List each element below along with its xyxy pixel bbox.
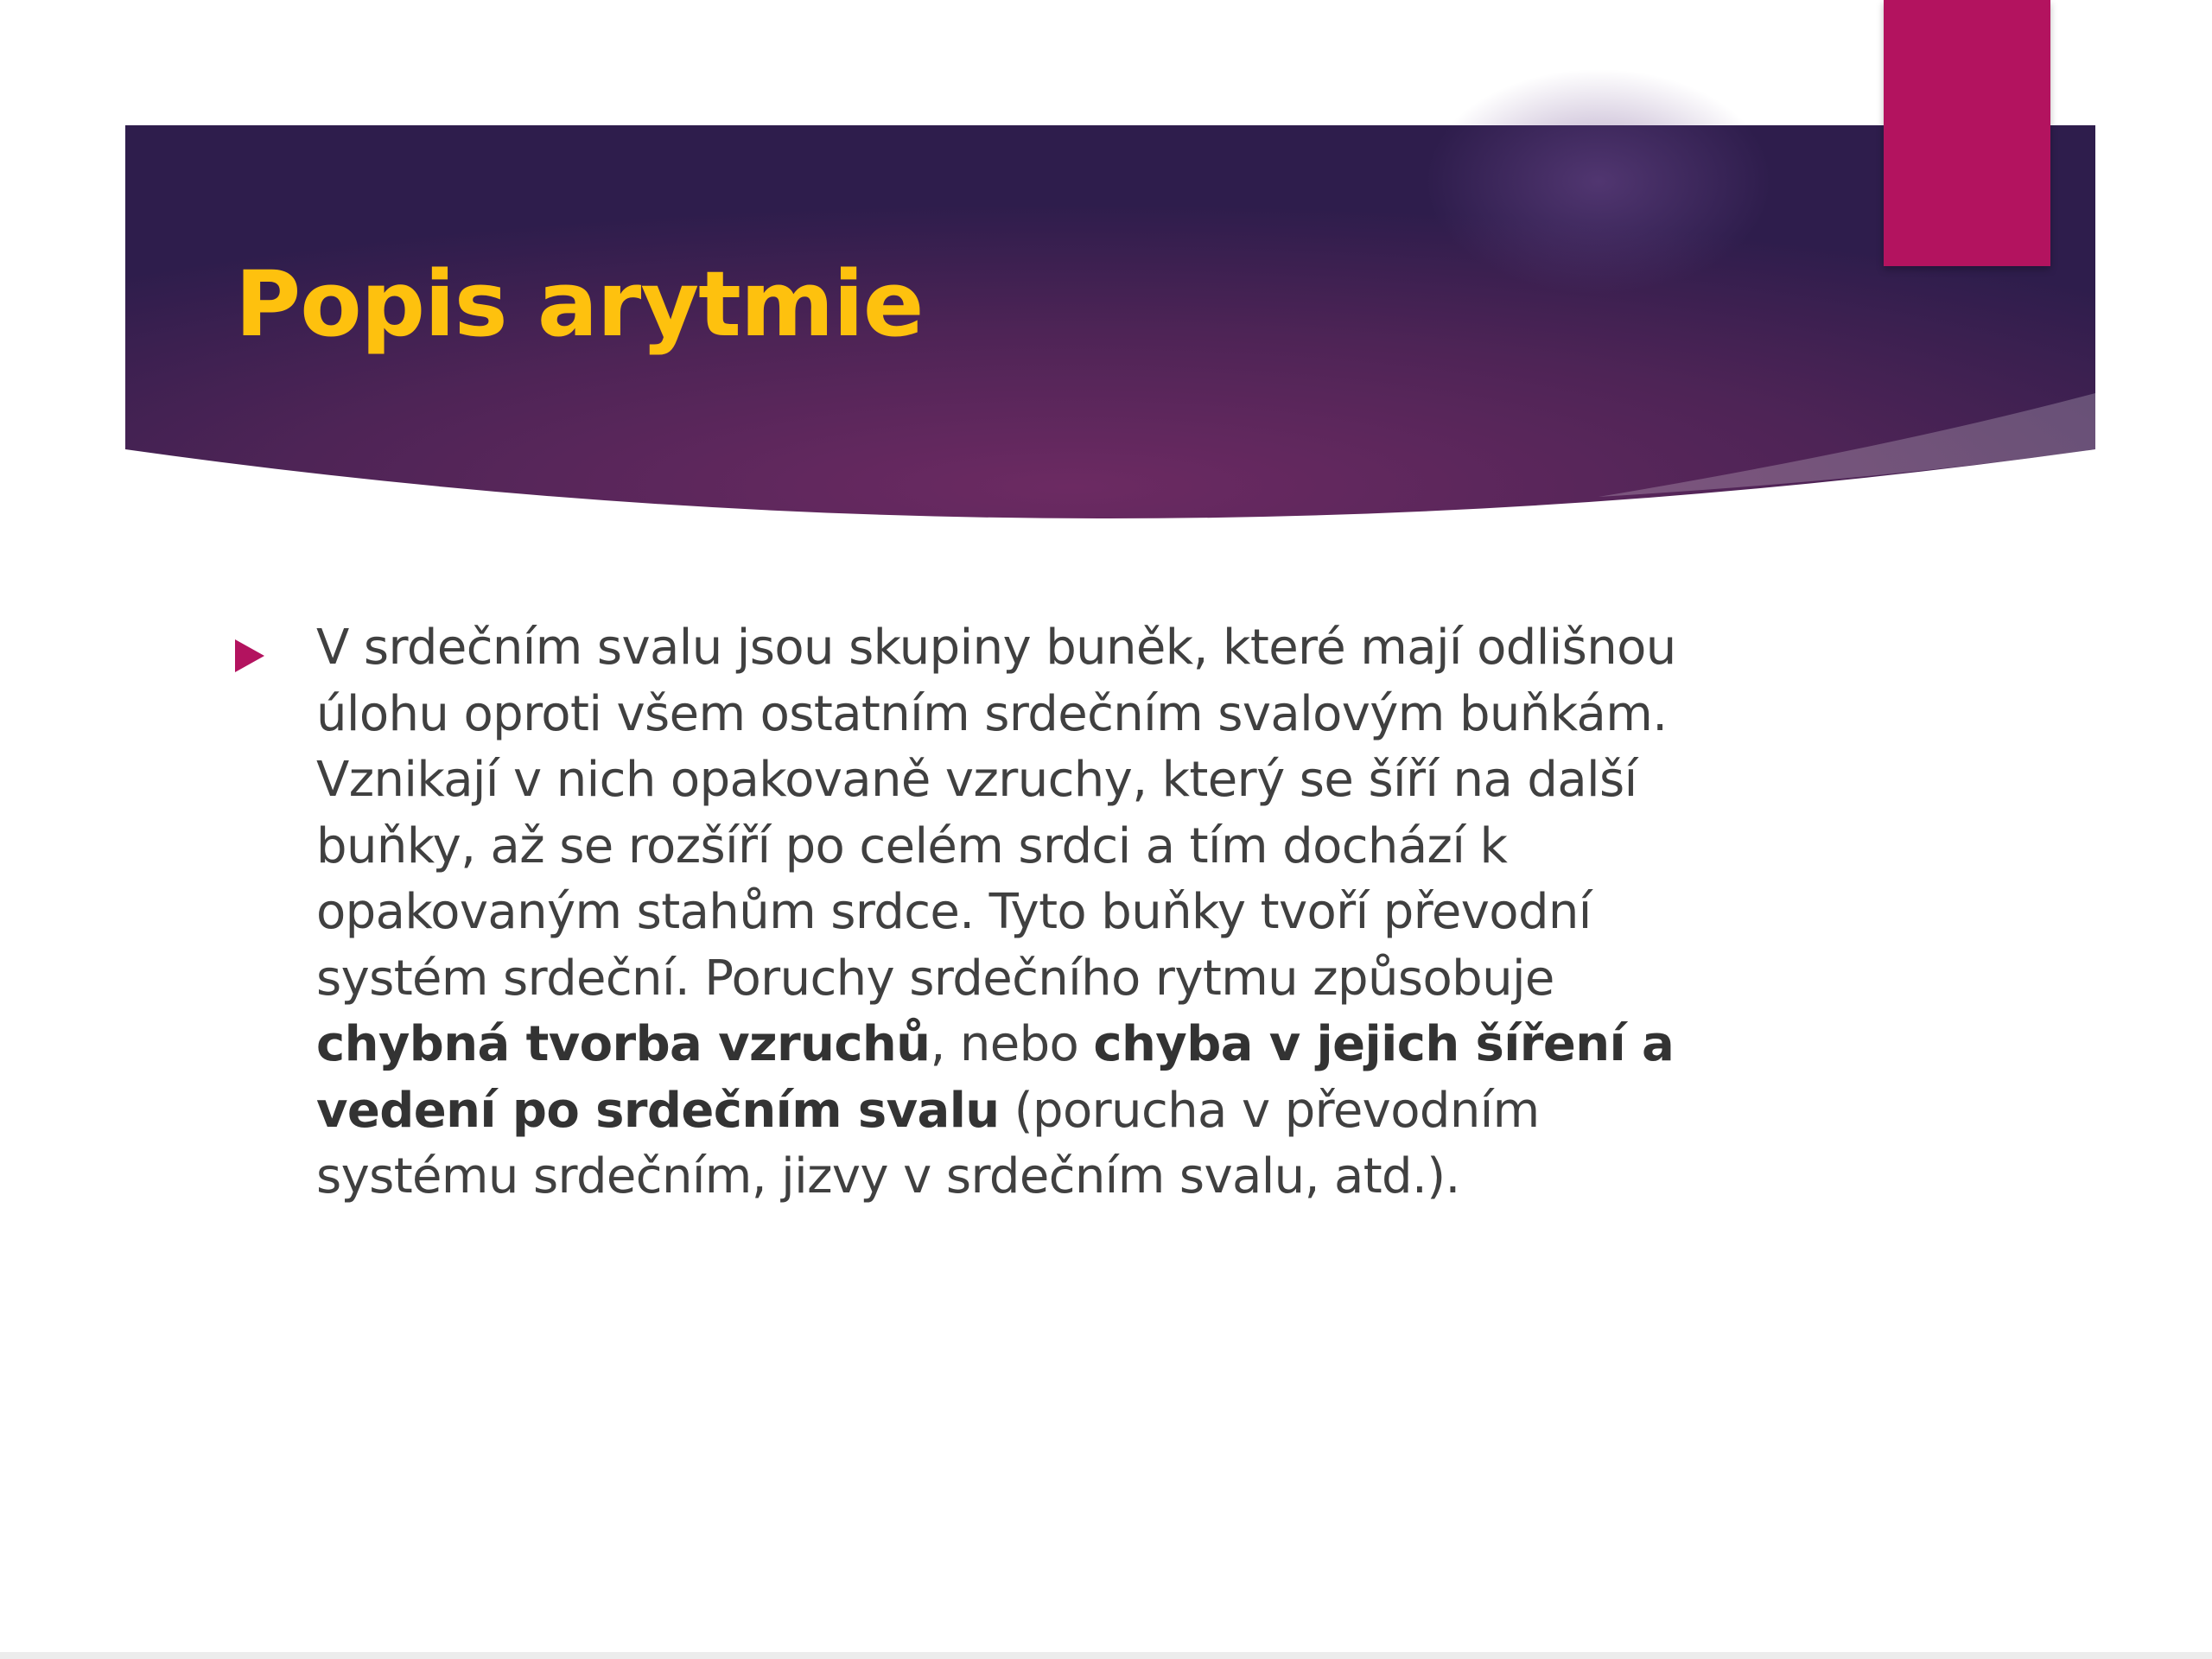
text-segment: , nebo (930, 1016, 1094, 1072)
bottom-divider (0, 1652, 2212, 1659)
accent-tab (1884, 0, 2050, 266)
bold-segment: chybná tvorba vzruchů (316, 1016, 931, 1072)
slide-title: Popis arytmie (235, 251, 924, 357)
text-segment: (porucha v převodním systému srdečním, jizvy v srdečním svalu, atd.). (316, 1082, 1540, 1205)
bullet-text (316, 615, 1733, 1211)
triangle-right-icon (235, 639, 264, 672)
text-segment: V srdečním svalu jsou skupiny buněk, které mají odlišnou úlohu oproti všem ostatním srdečním svalovým buňkám. Vznikají v nich opakovaně vzruchy, který se šíří na další buňky, až se rozšíří po celém srdci a tím dochází k opakovaným stahům srdce. Tyto buňky tvoří převodní systém srdeční. Poruchy srdečního rytmu způsobuje (316, 620, 1676, 1007)
bold-segment: chyba v jejich šíření a vedení po srdečním svalu (316, 1016, 1675, 1139)
